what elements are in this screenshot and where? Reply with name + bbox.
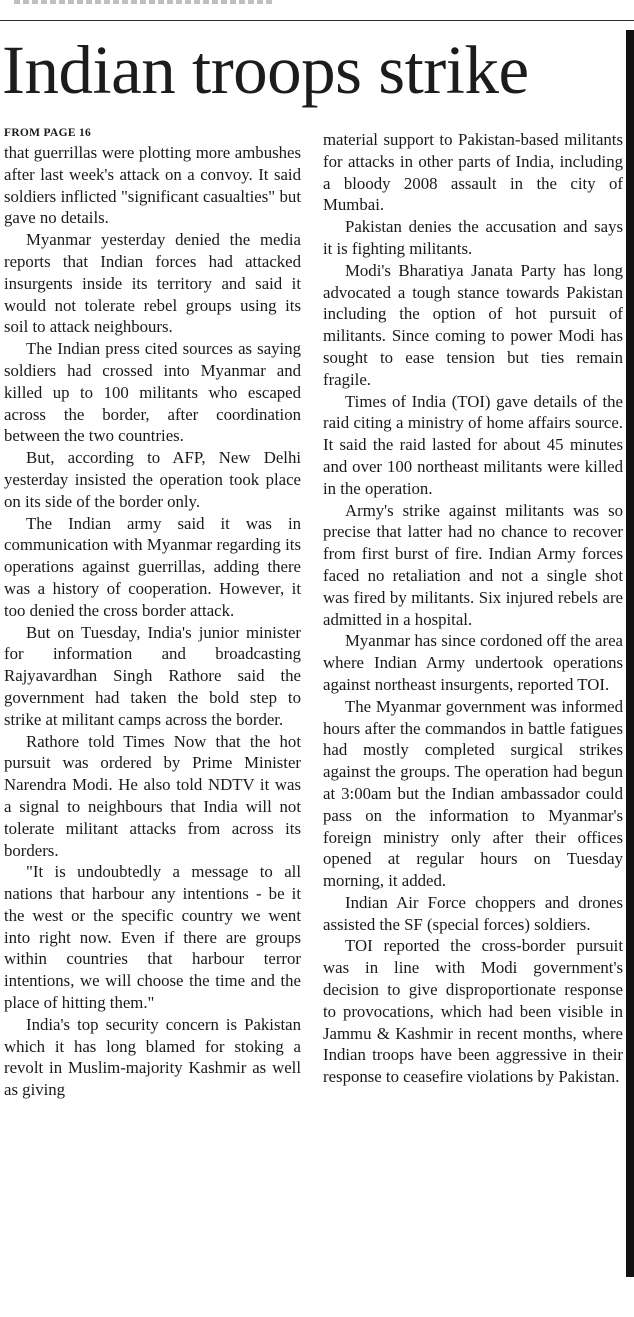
paragraph: Pakistan denies the accusation and says it is fighting militants. [323, 217, 623, 258]
headline: Indian troops strike [2, 32, 529, 108]
clipped-header-strip [14, 0, 274, 4]
paragraph: Myanmar has since cordoned off the area where Indian Army undertook operations against northeast insurgents, reported TOI. [323, 631, 623, 694]
paragraph: Army's strike against militants was so precise that latter had no chance to recover from first burst of fire. Indian Army forces faced no retaliation and not a single shot was fired by militants. Six injured rebels are admitted in a hospital. [323, 500, 623, 629]
paragraph: Modi's Bharatiya Janata Party has long advocated a tough stance towards Pakistan including the option of hot pursuit of militants. Since coming to power Modi has sought to ease tension but ties remain fragile. [323, 260, 623, 389]
continuation-label: FROM PAGE 16 [4, 127, 92, 139]
paragraph: Indian Air Force choppers and drones assisted the SF (special forces) soldiers. [323, 892, 623, 934]
page-edge-bar [626, 30, 634, 1277]
left-column [4, 126, 301, 1317]
paragraph: "It is undoubtedly a message to all nations that harbour any intentions - be it the west or the specific country we went into right now. Even if there are groups within countries that harbour terror intentions, we will choose the time and the place of hitting them." [4, 862, 301, 1013]
paragraph: But on Tuesday, India's junior minister for information and broadcasting Rajyavardhan Singh Rathore said the government had taken the bold step to strike at militant camps across the border. [4, 622, 301, 729]
paragraph: Times of India (TOI) gave details of the raid citing a ministry of home affairs source. It said the raid lasted for about 45 minutes and over 100 northeast militants were killed in the operation. [323, 391, 623, 498]
paragraph: Rathore told Times Now that the hot pursuit was ordered by Prime Minister Narendra Modi. He also told NDTV it was a signal to neighbours that India will not tolerate militant attacks from across its borders. [4, 731, 301, 860]
paragraph: TOI reported the cross-border pursuit was in line with Modi government's decision to give disproportionate response to provocations, which had been visible in Jammu & Kashmir in recent months, where Indian troops have been aggressive in their response to ceasefire violations by Pakistan. [323, 936, 623, 1087]
paragraph: The Myanmar government was informed hours after the commandos in battle fatigues had mostly completed surgical strikes against the groups. The operation had begun at 3:00am but the Indian ambassador could pass on the information to Myanmar's foreign ministry only after their offices opened at regular hours on Tuesday morning, it added. [323, 696, 623, 891]
paragraph: that guerrillas were plotting more ambushes after last week's attack on a convoy. It said soldiers inflicted "significant casualties" but gave no details. [4, 143, 301, 228]
right-column [323, 129, 623, 1317]
paragraph: India's top security concern is Pakistan which it has long blamed for stoking a revolt in Muslim-majority Kashmir as well as giving [4, 1014, 301, 1100]
paragraph: material support to Pakistan-based militants for attacks in other parts of India, including a bloody 2008 assault in the city of Mumbai. [323, 130, 623, 215]
paragraph: Myanmar yesterday denied the media reports that Indian forces had attacked insurgents inside its territory and said it would not tolerate rebel groups using its soil to attack neighbours. [4, 230, 301, 337]
paragraph: But, according to AFP, New Delhi yesterday insisted the operation took place on its side of the border only. [4, 448, 301, 511]
paragraph: The Indian army said it was in communication with Myanmar regarding its operations against guerrillas, adding there was a history of cooperation. However, it too denied the cross border attack. [4, 513, 301, 620]
paragraph: The Indian press cited sources as saying soldiers had crossed into Myanmar and killed up to 100 militants who escaped across the border, after coordination between the two countries. [4, 339, 301, 446]
section-rule [0, 20, 634, 21]
